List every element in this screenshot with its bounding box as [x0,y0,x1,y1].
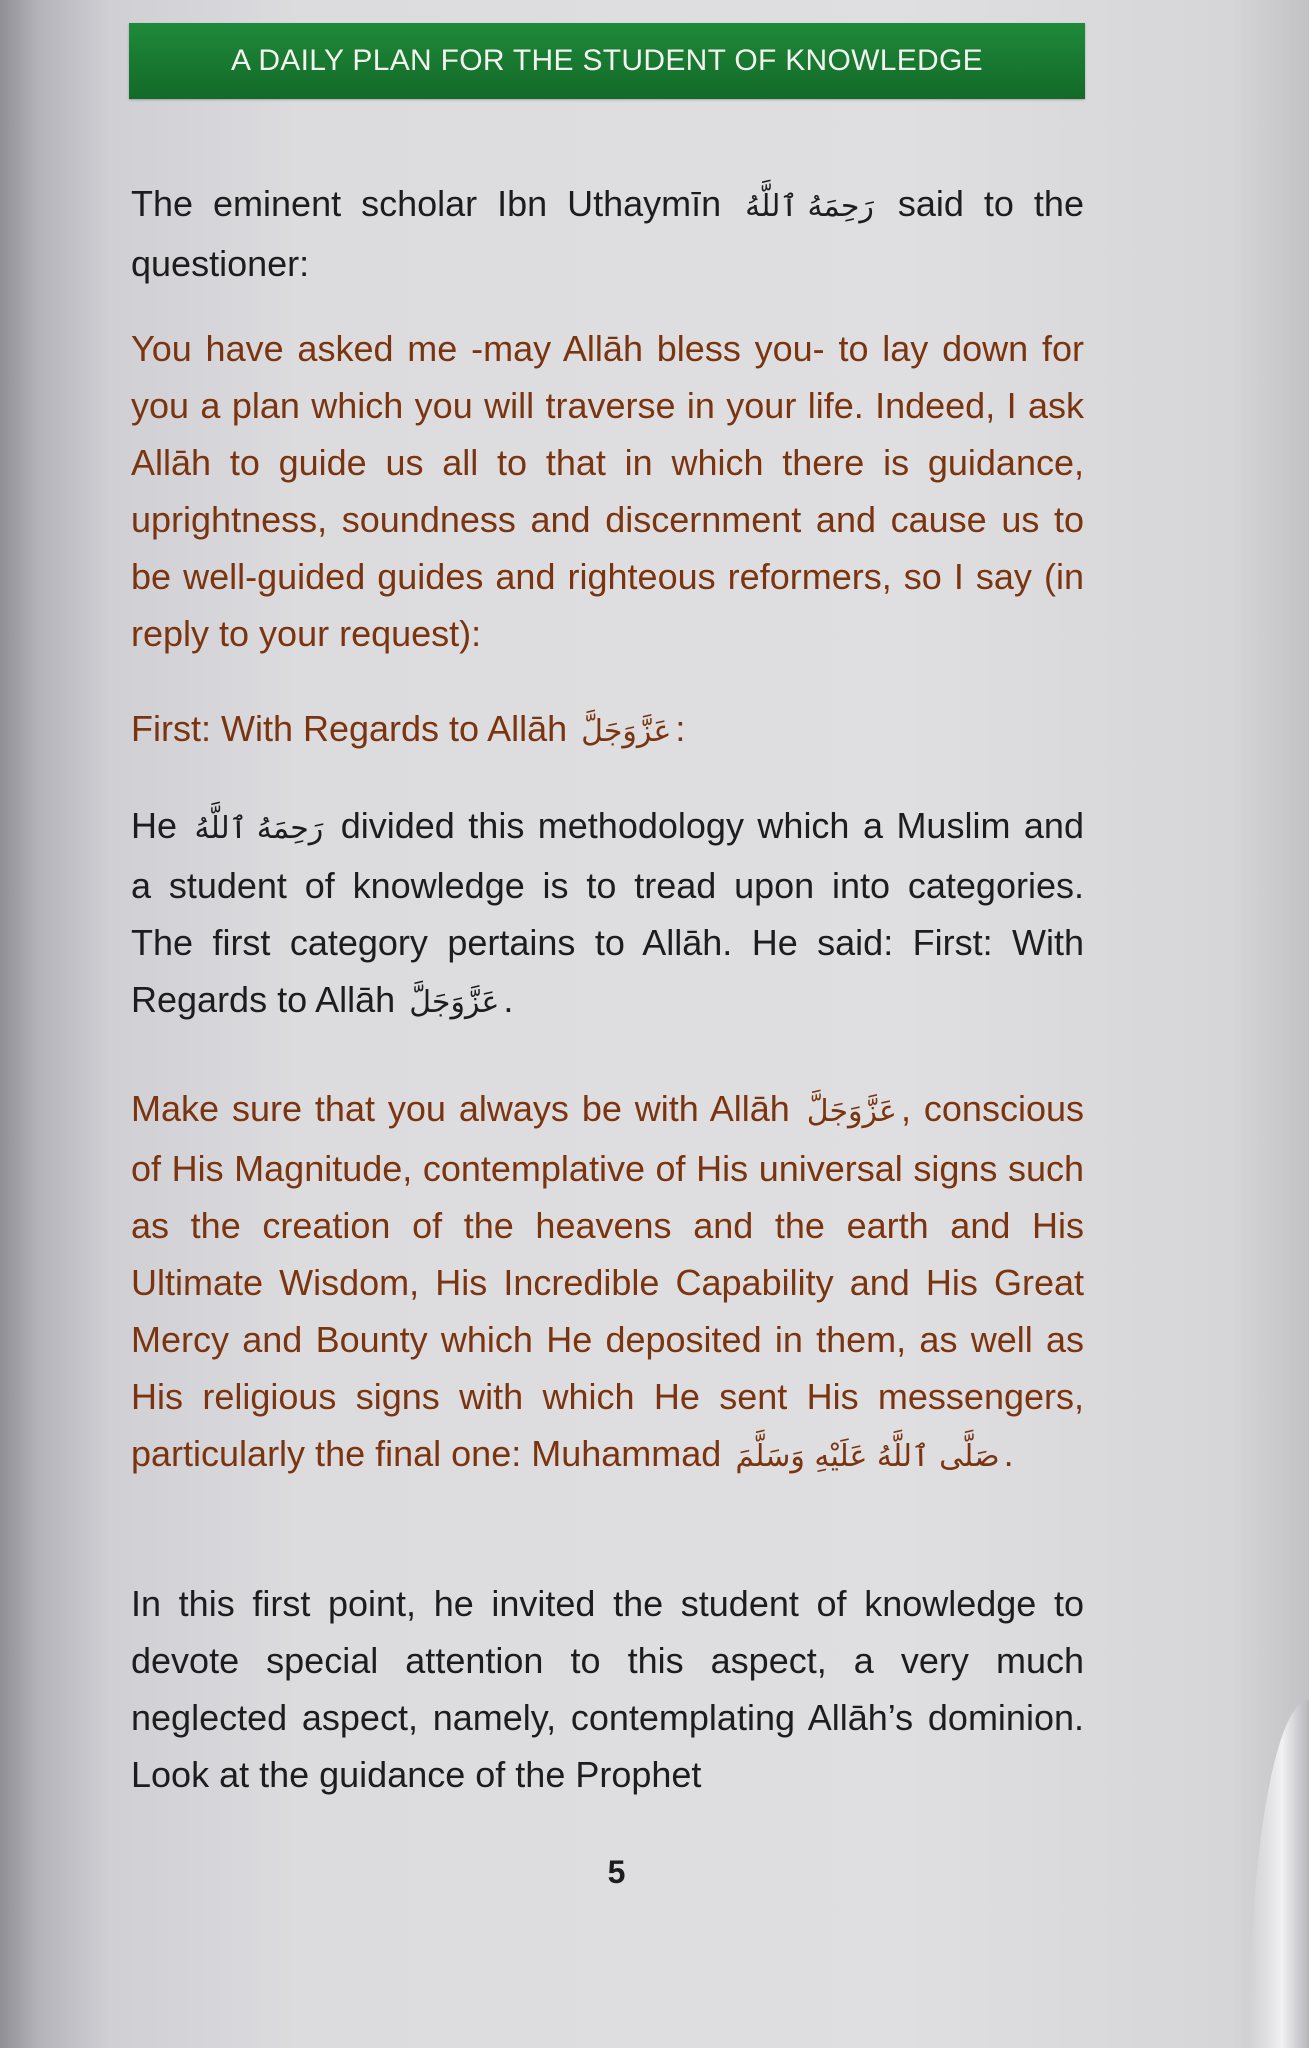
quoted-paragraph-contemplation [131,1080,1084,1485]
section-heading-text: First: With Regards to Allāh [131,708,568,749]
section-heading-first [131,700,1084,760]
commentary-text-he: He [131,805,178,846]
quoted-text-signs: , conscious of His Magnitude, contemplative of His universal signs such as the creation of the heavens and the earth and His Ultimate Wisdom, His Incredible Capability and His Great Mercy and Bounty which He deposited in them, as well as His religious signs with which He sent His messengers, particularly the final one: Muhammad [131,1088,1084,1474]
honorific-azza-wa-jal: عَزَّوَجَلَّ [581,714,672,749]
honorific-azza-wa-jal: عَزَّوَجَلَّ [409,985,500,1020]
intro-text-start: The eminent scholar Ibn Uthaymīn [131,183,722,224]
commentary-text-methodology: divided this methodology which a Muslim and a student of knowledge is to tread upon into categories. The first category pertains to Allāh. He said: First: With Regards to Allāh [131,805,1084,1020]
header-title: A DAILY PLAN FOR THE STUDENT OF KNOWLEDGE [231,44,983,77]
honorific-rahimahullah: رَحِمَهُ ٱللَّهُ [745,189,874,224]
quoted-paragraph-request [131,320,1084,662]
honorific-rahimahullah: رَحِمَهُ ٱللَّهُ [194,811,324,846]
page-edge-curl [1249,1700,1309,2048]
intro-text-end: said to the questioner: [131,183,1084,284]
commentary-first-point-text: In this first point, he invited the student of knowledge to devote special attention to this aspect, a very much neglected aspect, namely, contemplating Allāh’s dominion. Look at the guidance of the Prophet [131,1583,1084,1795]
commentary-text-period: . [503,979,514,1020]
intro-paragraph [131,175,1084,292]
running-header [129,23,1085,99]
quoted-text-period: . [1003,1433,1014,1474]
commentary-paragraph-first-point [131,1575,1084,1803]
honorific-azza-wa-jal: عَزَّوَجَلَّ [806,1094,897,1129]
quoted-text-make-sure: Make sure that you always be with Allāh [131,1088,790,1129]
page-number: 5 [607,1854,626,1890]
commentary-paragraph-methodology [131,797,1084,1031]
quoted-request-text: You have asked me -may Allāh bless you- to lay down for you a plan which you will traverse in your life. Indeed, I ask Allāh to guide us all to that in which there is guidance, uprightness, soundness and discernment and cause us to be well-guided guides and righteous reformers, so I say (in reply to your request): [131,328,1084,654]
section-heading-colon: : [675,708,686,749]
honorific-salallahu: صَلَّى ٱللَّهُ عَلَيْهِ وَسَلَّمَ [735,1439,1000,1474]
